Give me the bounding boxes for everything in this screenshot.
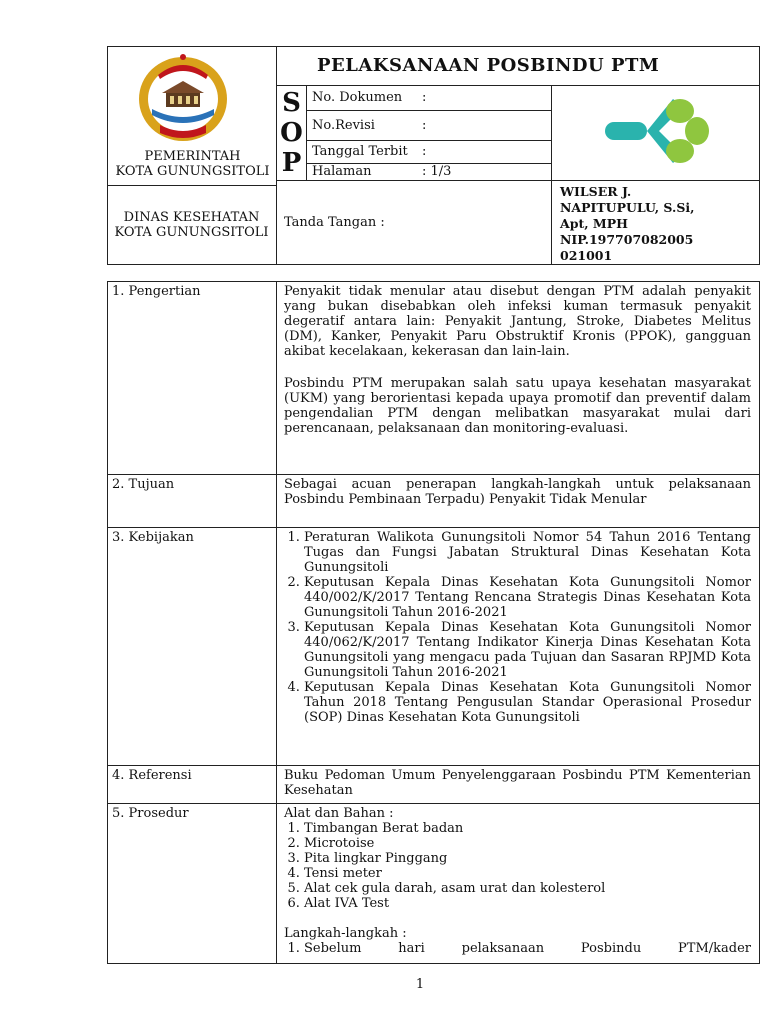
city-emblem-logo — [128, 49, 238, 149]
kebijakan-item: 2. Keputusan Kepala Dinas Kesehatan Kota Gunungsitoli Nomor 440/002/K/2017 Tentang Rencana Strategis Dinas Kesehatan Kota Gunungsitoli Tahun 2016-2021 — [304, 575, 751, 620]
section-row-pengertian — [108, 282, 760, 475]
field-value-halaman: 1/3 — [430, 164, 452, 180]
tools-heading: Alat dan Bahan : — [284, 806, 394, 821]
kebijakan-item: 3. Keputusan Kepala Dinas Kesehatan Kota Gunungsitoli Nomor 440/062/K/2017 Tentang Indikator Kinerja Dinas Kesehatan Kota Gunungsitoli yang mengacu pada Tujuan dan Sasaran RPJMD Kota Gunungsitoli Tahun 2016-2021 — [304, 620, 751, 680]
section-row-tujuan — [108, 475, 760, 528]
section-content-prosedur — [277, 804, 760, 964]
kebijakan-item: 1. Peraturan Walikota Gunungsitoli Nomor 54 Tahun 2016 Tentang Tugas dan Fungsi Jabatan Struktural Dinas Kesehatan Kota Gunungsitoli — [304, 530, 751, 575]
page-number: 1 — [415, 977, 425, 992]
section-label-pengertian: 1. Pengertian — [108, 282, 277, 475]
tujuan-text: Sebagai acuan penerapan langkah-langkah untuk pelaksanaan Posbindu Pembinaan Terpadu) Penyakit Tidak Menular — [277, 475, 760, 528]
referensi-text: Buku Pedoman Umum Penyelenggaraan Posbindu PTM Kementerian Kesehatan — [277, 766, 760, 804]
section-row-kebijakan — [108, 528, 760, 766]
field-sep: : — [422, 164, 427, 180]
field-label-norevisi: No.Revisi — [312, 117, 375, 133]
sop-letter-s: S — [282, 88, 301, 118]
health-logo-cell — [552, 86, 760, 181]
document-fields-cell — [307, 86, 552, 181]
field-label-tanggalterbit: Tanggal Terbit — [312, 144, 408, 159]
steps-heading: Langkah-langkah : — [284, 926, 407, 941]
government-line-1: PEMERINTAH — [144, 149, 241, 164]
section-label-tujuan: 2. Tujuan — [108, 475, 277, 528]
tool-item: 2. Microtoise — [304, 836, 751, 851]
signatory-name-line2: NAPITUPULU, S.Si, — [560, 200, 695, 215]
section-label-prosedur: 5. Prosedur — [108, 804, 277, 964]
sop-letter-o: O — [280, 118, 303, 148]
sop-letter-p: P — [281, 148, 302, 178]
signature-cell — [277, 181, 552, 265]
section-row-prosedur — [108, 804, 760, 964]
signatory-name-line1: WILSER J. — [560, 184, 632, 199]
section-label-referensi: 4. Referensi — [108, 766, 277, 804]
step-item: 1. Sebelum hari pelaksanaan Posbindu PTM/kader — [304, 941, 751, 956]
tool-item: 4. Tensi meter — [304, 866, 751, 881]
field-label-nodokumen: No. Dokumen — [312, 90, 403, 106]
section-content-kebijakan — [277, 528, 760, 766]
section-label-kebijakan: 3. Kebijakan — [108, 528, 277, 766]
sop-letters-cell — [277, 86, 307, 181]
kemenkes-logo — [601, 91, 711, 171]
tool-item: 6. Alat IVA Test — [304, 896, 751, 911]
pengertian-paragraph-1: Penyakit tidak menular atau disebut dengan PTM adalah penyakit yang bukan disebabkan oleh infeksi kuman termasuk penyakit degeratif antara lain: Penyakit Jantung, Stroke, Diabetes Melitus (DM), Kanker, Penyakit Paru Obstruktif Kronis (PPOK), gangguan akibat kecelakaan, kekerasan dan lain-lain. — [284, 284, 751, 359]
field-sep: : — [422, 117, 427, 133]
department-line-1: DINAS KESEHATAN — [123, 210, 260, 225]
department-line-2: KOTA GUNUNGSITOLI — [114, 225, 269, 240]
tool-item: 5. Alat cek gula darah, asam urat dan kolesterol — [304, 881, 751, 896]
sop-body-table — [107, 281, 760, 964]
department-divider — [107, 185, 276, 186]
document-title: PELAKSANAAN POSBINDU PTM — [317, 55, 660, 76]
signatory-cell — [552, 181, 760, 265]
tool-item: 3. Pita lingkar Pinggang — [304, 851, 751, 866]
section-content-pengertian — [277, 282, 760, 475]
pengertian-paragraph-2: Posbindu PTM merupakan salah satu upaya kesehatan masyarakat (UKM) yang berorientasi kepada upaya promotif dan preventif dalam pengendalian PTM dengan melibatkan masyarakat mulai dari perencanaan, pelaksanaan dan monitoring-evaluasi. — [284, 376, 751, 436]
kebijakan-item: 4. Keputusan Kepala Dinas Kesehatan Kota Gunungsitoli Nomor Tahun 2018 Tentang Pengusulan Standar Operasional Prosedur (SOP) Dinas Kesehatan Kota Gunungsitoli — [304, 680, 751, 725]
field-sep: : — [422, 144, 427, 159]
signatory-name-line3: Apt, MPH — [560, 216, 628, 231]
section-row-referensi — [108, 766, 760, 804]
government-line-2: KOTA GUNUNGSITOLI — [115, 164, 270, 179]
title-cell — [277, 47, 760, 86]
field-sep: : — [422, 90, 427, 106]
signatory-nip-line1: NIP.197707082005 — [560, 232, 694, 247]
tool-item: 1. Timbangan Berat badan — [304, 821, 751, 836]
field-label-halaman: Halaman — [312, 164, 372, 180]
signature-label: Tanda Tangan : — [284, 215, 385, 230]
signatory-nip-line2: 021001 — [560, 248, 613, 263]
